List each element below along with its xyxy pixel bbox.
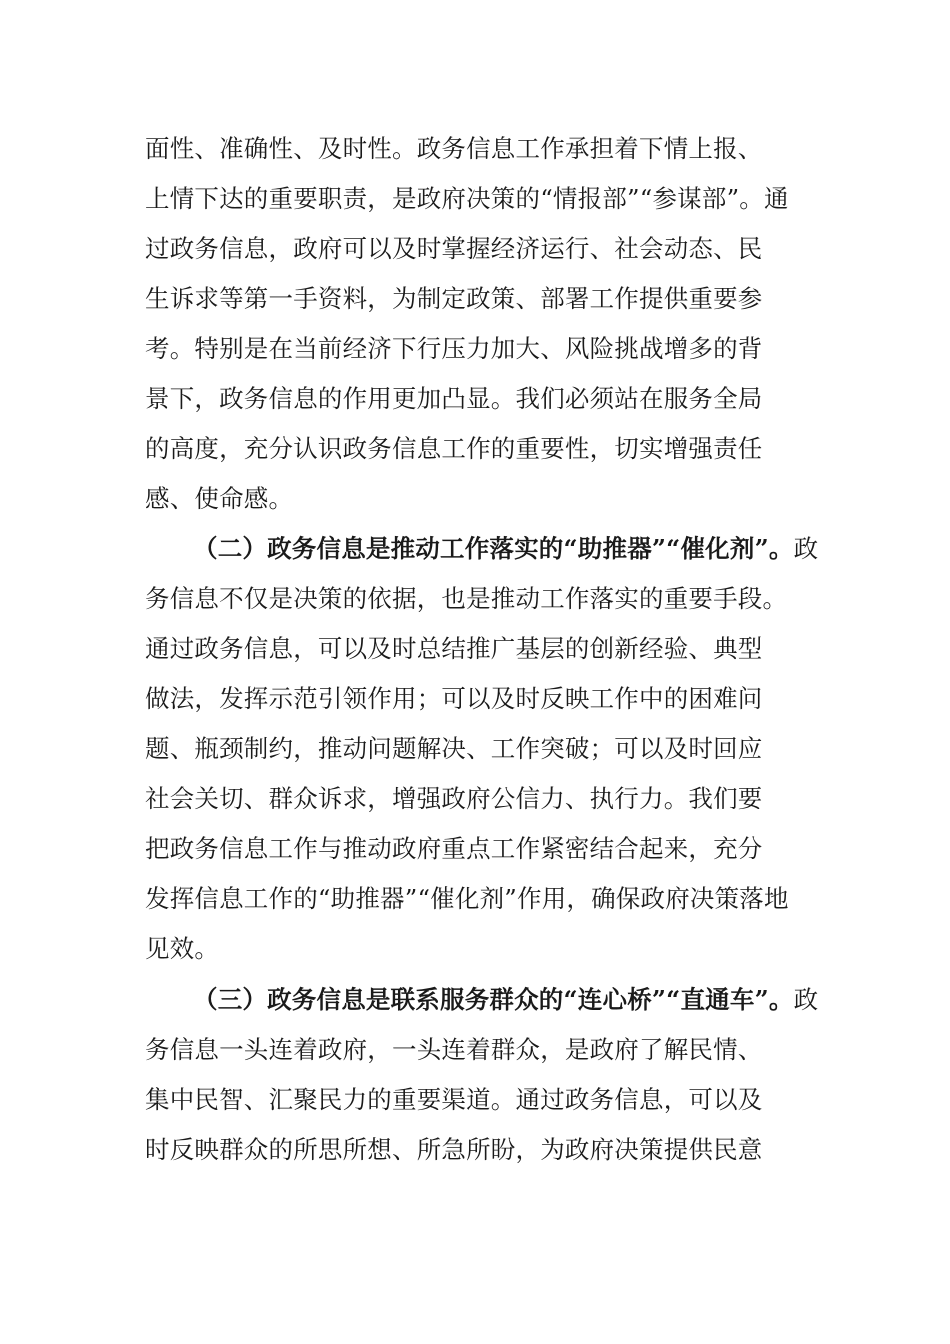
paragraph-3-line-4: 时反映群众的所思所想、所急所盼，为政府决策提供民意: [145, 1135, 763, 1164]
paragraph-1-line-2: 上情下达的重要职责，是政府决策的“情报部”“参谋部”。通: [145, 184, 789, 213]
section-3-heading: （三）政务信息是联系服务群众的“连心桥”“直通车”。: [193, 985, 794, 1014]
paragraph-2-line-8: 发挥信息工作的“助推器”“催化剂”作用，确保政府决策落地: [145, 884, 789, 913]
paragraph-1-line-1: 面性、准确性、及时性。政务信息工作承担着下情上报、: [145, 134, 763, 163]
paragraph-2-line-9: 见效。: [145, 934, 220, 963]
section-2-heading: （二）政务信息是推动工作落实的“助推器”“催化剂”。: [193, 534, 794, 563]
paragraph-1-line-5: 考。特别是在当前经济下行压力加大、风险挑战增多的背: [145, 334, 763, 363]
paragraph-3-first-line: [193, 975, 819, 1025]
paragraph-1-line-7: 的高度，充分认识政务信息工作的重要性，切实增强责任: [145, 434, 763, 463]
paragraph-3-first-line-tail: 政: [793, 985, 819, 1014]
paragraph-1-line-6: 景下，政务信息的作用更加凸显。我们必须站在服务全局: [145, 384, 763, 413]
paragraph-2-line-3: 通过政务信息，可以及时总结推广基层的创新经验、典型: [145, 634, 763, 663]
paragraph-2-first-line: [193, 524, 819, 574]
paragraph-3-line-2: 务信息一头连着政府，一头连着群众，是政府了解民情、: [145, 1035, 763, 1064]
paragraph-3-line-3: 集中民智、汇聚民力的重要渠道。通过政务信息，可以及: [145, 1085, 763, 1114]
paragraph-1-line-3: 过政务信息，政府可以及时掌握经济运行、社会动态、民: [145, 234, 763, 263]
paragraph-1-line-8: 感、使命感。: [145, 484, 294, 513]
paragraph-2-line-2: 务信息不仅是决策的依据，也是推动工作落实的重要手段。: [145, 584, 788, 613]
paragraph-2-first-line-tail: 政: [793, 534, 819, 563]
paragraph-1-line-4: 生诉求等第一手资料，为制定政策、部署工作提供重要参: [145, 284, 763, 313]
paragraph-2-line-5: 题、瓶颈制约，推动问题解决、工作突破；可以及时回应: [145, 734, 763, 763]
paragraph-2-line-6: 社会关切、群众诉求，增强政府公信力、执行力。我们要: [145, 784, 763, 813]
paragraph-2-line-4: 做法，发挥示范引领作用；可以及时反映工作中的困难问: [145, 684, 763, 713]
paragraph-2-line-7: 把政务信息工作与推动政府重点工作紧密结合起来，充分: [145, 834, 763, 863]
